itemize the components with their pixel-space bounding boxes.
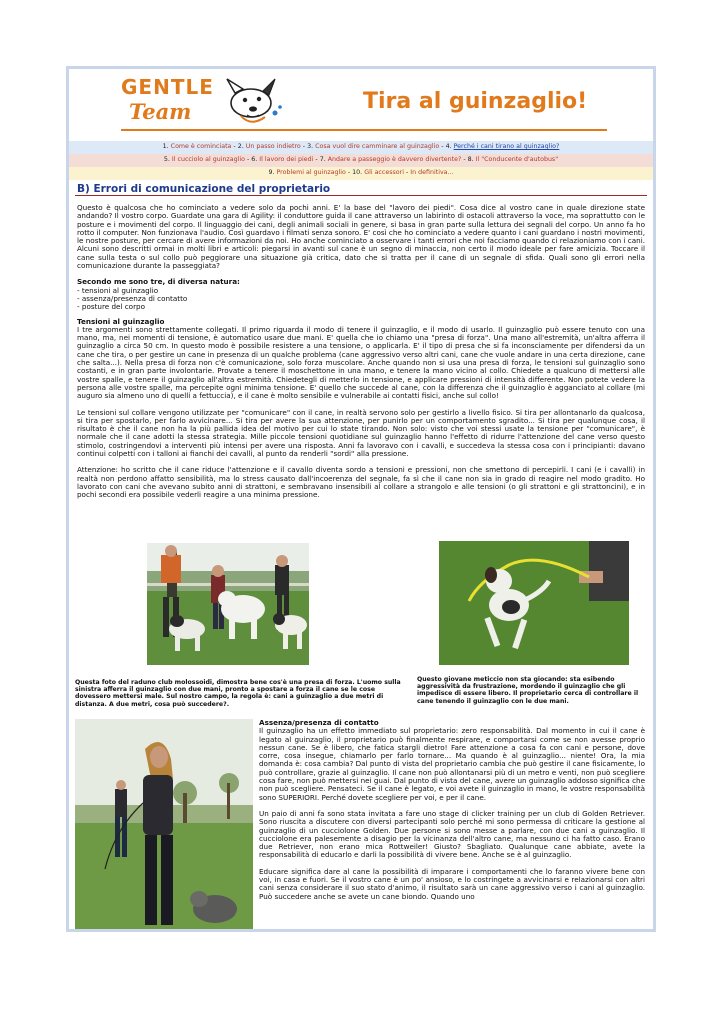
chapter-nav-row-3: 9. Problemi al guinzaglio - 10. Gli accessori - In definitiva... bbox=[69, 167, 653, 180]
chapter-link-10[interactable]: Gli accessori bbox=[364, 169, 404, 176]
header-divider bbox=[121, 129, 607, 131]
assenza-text-block bbox=[259, 719, 645, 909]
section-heading: B) Errori di comunicazione del proprietario bbox=[77, 183, 331, 195]
paragraph: Le tensioni sul collare vengono utilizzate per "comunicare" con il cane, in realtà servono solo per gestirlo a livello fisico. Si tira per allontanarlo da qualcosa, si tira per spostarlo, per farlo avvicinare... Si tira per avere la sua attenzione, per punirlo per un comportamento sgradito... Si tira per qualunque cosa, il risultato è che il cane non ha la più pallida idea del motivo per cui lo state tirando. Non solo: visto che voi stessi usate la tensione per "comunicare", è normale che il cane adotti la stessa strategia. Mille piccole tensioni quotidiane sul guinzaglio hanno l'effetto di ridurre l'attenzione del cane verso questo stimolo, costringendovi a interventi più intensi per avere una risposta. Anni fa lavoravo con i cavalli, e succedeva la stessa cosa con i principianti: davano continui colpetti con i talloni ai fianchi dei cavalli, al punto da renderli "sordi" alla pressione. bbox=[77, 407, 645, 459]
paragraph-text: I tre argomenti sono strettamente collegati. Il primo riguarda il modo di tenere il guinzaglio, e il modo di usarlo. Il guinzaglio può essere tenuto con una mano, ma, nei momenti di tensione, è automatico usare due mani. E' quella che io chiamo una "presa di forza". Una mano all'estremità, un'altra afferra il guinzaglio a circa 50 cm. In questo modo è possibile resistere a una tensione, o applicarla. E' il tipo di presa che si fa inconsciamente per difendersi da un cane che tira, o per gestire un cane in presenza di un qualche problema (cane aggressivo verso altri cani, cane che vuole andare in una certa direzione, cane che salta...). Nella presa di forza non c'è comunicazione, solo forza muscolare. Anche quando non si usa una presa di forza, le tensioni sul guinzaglio sono costanti, e in gran parte involontarie. Provate a tenere il moschettone in una mano, e tenere la mano vicino al collo. Chiedete a qualcuno di mettersi alle vostre spalle, e tenere il guinzaglio all'altra estremità. Chiedetegli di metterlo in tensione, e applicare pressioni di intensità differente. Non potete vedere la persona alle vostre spalle, ma percepite ogni minima tensione. E' quello che succede al cane, con la differenza che il guinzaglio è agganciato al collare (mi auguro sia almeno uno di quelli a fettuccia), e il cane è molto sensibile e vulnerabile ai contatti fisici, anche sul collo! bbox=[77, 324, 645, 401]
list-item: - tensioni al guinzaglio bbox=[77, 285, 159, 295]
main-text-block bbox=[77, 204, 645, 508]
chapter-link-9[interactable]: Problemi al guinzaglio bbox=[276, 169, 346, 176]
paragraph-text: Il guinzaglio ha un effetto immediato sul proprietario: zero responsabilità. Dal momento in cui il cane è legato al guinzaglio, il proprietario può finalmente respirare, e comportarsi come se non avesse proprio nessun cane. Se è libero, che fatica stargli dietro! Fare attenzione a cosa fa con cani e persone, dove corre, cosa insegue, chiamarlo per farlo tornare... Ma quando è al guinzaglio... niente! Ora, la mia domanda è: cosa cambia? Dal punto di vista del proprietario cambia che può gestire il cane fisicamente, lo può controllare, grazie al guinzaglio. Il cane non può allontanarsi più di un metro e venti, non può scegliere cosa fare, non può mettersi nei guai. Dal punto di vista del cane, avere un guinzaglio addosso significa che non può scegliere. Pensateci. Se il cane è legato, e voi avete il guinzaglio in mano, le vostre responsabilità sono SUPERIORI. Perché dovete scegliere per voi, e per il cane. bbox=[259, 726, 645, 802]
paragraph: Educare significa dare al cane la possibilità di imparare i comportamenti che lo faranno vivere bene con voi, in casa e fuori. Se il vostro cane è un po' ansioso, e lo costringete a avvicinarsi e relazionarsi con altri cani senza considerare il suo stato d'animo, il risultato sarà un cane aggressivo verso i cani al guinzaglio. Può succedere anche se avete un cane biondo. Quando uno bbox=[259, 866, 645, 901]
photo-woman-with-dog bbox=[75, 719, 253, 931]
list-item: - posture del corpo bbox=[77, 302, 145, 312]
chapter-number: 4. bbox=[445, 143, 452, 150]
chapter-link-1[interactable]: Come è cominciata bbox=[170, 143, 232, 150]
subheading: Tensioni al guinzaglio bbox=[77, 316, 165, 326]
dog-logo-icon bbox=[217, 73, 287, 129]
document-page bbox=[66, 66, 656, 932]
list-item: - assenza/presenza di contatto bbox=[77, 293, 188, 303]
chapter-number: 10. bbox=[352, 169, 363, 176]
chapter-number: 7. bbox=[319, 156, 326, 163]
chapter-number: 2. bbox=[237, 143, 244, 150]
chapter-number: 9. bbox=[268, 169, 275, 176]
chapter-link-5[interactable]: Il cucciolo al guinzaglio bbox=[171, 156, 245, 163]
section-divider bbox=[75, 195, 647, 196]
list-block bbox=[77, 278, 645, 311]
chapter-link-7[interactable]: Andare a passeggio è davvero divertente? bbox=[327, 156, 462, 163]
page-header bbox=[69, 69, 653, 139]
photo-caption-right: Questo giovane meticcio non sta giocando: sta esibendo aggressività da frustrazione, mordendo il guinzaglio che gli impedisce di essere libero. Il proprietario cerca di controllare il cane tenendo il guinzaglio con le due mani. bbox=[417, 676, 639, 705]
paragraph: Attenzione: ho scritto che il cane riduce l'attenzione e il cavallo diventa sordo a tensioni e pressioni, non che smettono di percepirli. I cani (e i cavalli) in realtà non perdono affatto sensibilità, ma lo stress causato dall'incoerenza del segnale, fa sì che il cane non sia in grado di reagire nel modo gradito. Ho lavorato con cani che avevano subito anni di strattoni, e sembravano insensibili al collare a strangolo e alle tensioni (o gli strattoni e gli strattoncini), e in pochi secondi era possibile vederli reagire a una minima pressione. bbox=[77, 465, 645, 500]
chapter-link-conclusion[interactable]: In definitiva... bbox=[410, 169, 454, 176]
list-title: Secondo me sono tre, di diversa natura: bbox=[77, 277, 240, 287]
photo-caption-left: Questa foto del raduno club molossoidi, dimostra bene cos'è una presa di forza. L'uomo sulla sinistra afferra il guinzaglio con due mani, pronto a spostare a forza il cane se le cose dovessero mettersi male. Sul nostro campo, la regola è: cani a guinzaglio a due metri di distanza. A due metri, cosa può succedere?. bbox=[75, 679, 401, 708]
chapter-number: 3. bbox=[307, 143, 314, 150]
chapter-link-8[interactable]: Il "Conducente d'autobus" bbox=[475, 156, 559, 163]
chapter-link-4[interactable]: Perché i cani tirano al guinzaglio? bbox=[453, 143, 560, 150]
subheading: Assenza/presenza di contatto bbox=[259, 718, 379, 727]
logo-text-team: Team bbox=[129, 99, 192, 124]
paragraph: Un paio di anni fa sono stata invitata a fare uno stage di clicker training per un club di Golden Retriever. Sono riuscita a discutere con diversi partecipanti solo perché mi sono permessa di criticare la gestione al guinzaglio di un cucciolone Golden. Due persone si sono messe a parlare, con due cani a guinzaglio. Il cucciolone era palesemente a disagio per la vicinanza dell'altro cane, ma nessuno ci ha fatto caso. Erano due Retriever, non erano mica Rottweiler! Giusto? Sbagliato. Qualunque cane abbiate, avete la responsabilità di educarlo e darli la possibilità di vivere bene. Anche se è al guinzaglio. bbox=[259, 808, 645, 860]
page-title: Tira al guinzaglio! bbox=[363, 89, 588, 114]
paragraph bbox=[77, 318, 645, 401]
chapter-link-3[interactable]: Cosa vuol dire camminare al guinzaglio bbox=[315, 143, 440, 150]
chapter-number: 8. bbox=[467, 156, 474, 163]
chapter-number: 6. bbox=[251, 156, 258, 163]
chapter-number: 5. bbox=[163, 156, 170, 163]
photo-molosser-dogs bbox=[147, 543, 309, 665]
chapter-number: 1. bbox=[162, 143, 169, 150]
chapter-nav-row-1: 1. Come è cominciata - 2. Un passo indietro - 3. Cosa vuol dire camminare al guinzaglio - 4. Perché i cani tirano al guinzaglio? bbox=[69, 141, 653, 154]
paragraph bbox=[259, 719, 645, 802]
photo-dog-biting-leash bbox=[439, 541, 629, 665]
chapter-link-2[interactable]: Un passo indietro bbox=[245, 143, 301, 150]
chapter-link-6[interactable]: Il lavoro dei piedi bbox=[259, 156, 314, 163]
logo-text-gentle: GENTLE bbox=[121, 75, 214, 99]
chapter-nav-row-2: 5. Il cucciolo al guinzaglio - 6. Il lavoro dei piedi - 7. Andare a passeggio è davvero divertente? - 8. Il "Conducente d'autobus" bbox=[69, 154, 653, 167]
paragraph: Questo è qualcosa che ho cominciato a vedere solo da pochi anni. E' la base del "lavoro dei piedi". Cosa dice al vostro cane in quale direzione state andando? Il vostro corpo. Guardate una gara di Agility: il conduttore guida il cane attraverso un labirinto di ostacoli attraverso la voce, ma soprattutto con le posture e i movimenti del corpo. Il linguaggio dei cani, degli animali sociali in genere, si basa in gran parte sulla lettura dei segnali del corpo. Un anno fa ho rotto il computer. Non funzionava l'audio. Così guardavo i filmati senza sonoro. E' così che ho cominciato a vedere quanto i cani guardano i nostri movimenti, le nostre posture, per cercare di avere informazioni da noi. Ho anche cominciato a osservare i tanti errori che noi facciamo quando ci relazioniamo con i cani. Alcuni sono descritti ormai in molti libri e articoli: piegarsi in avanti sul cane è un segno di minaccia, non certo il modo ideale per fare amicizia. Toccare il cane sulla testa o sul collo può peggiorare una situazione già critica, dato che si tratta per il cane di un segnale di sfida. Quali sono gli errori nella comunicazione durante la passeggiata? bbox=[77, 203, 645, 271]
